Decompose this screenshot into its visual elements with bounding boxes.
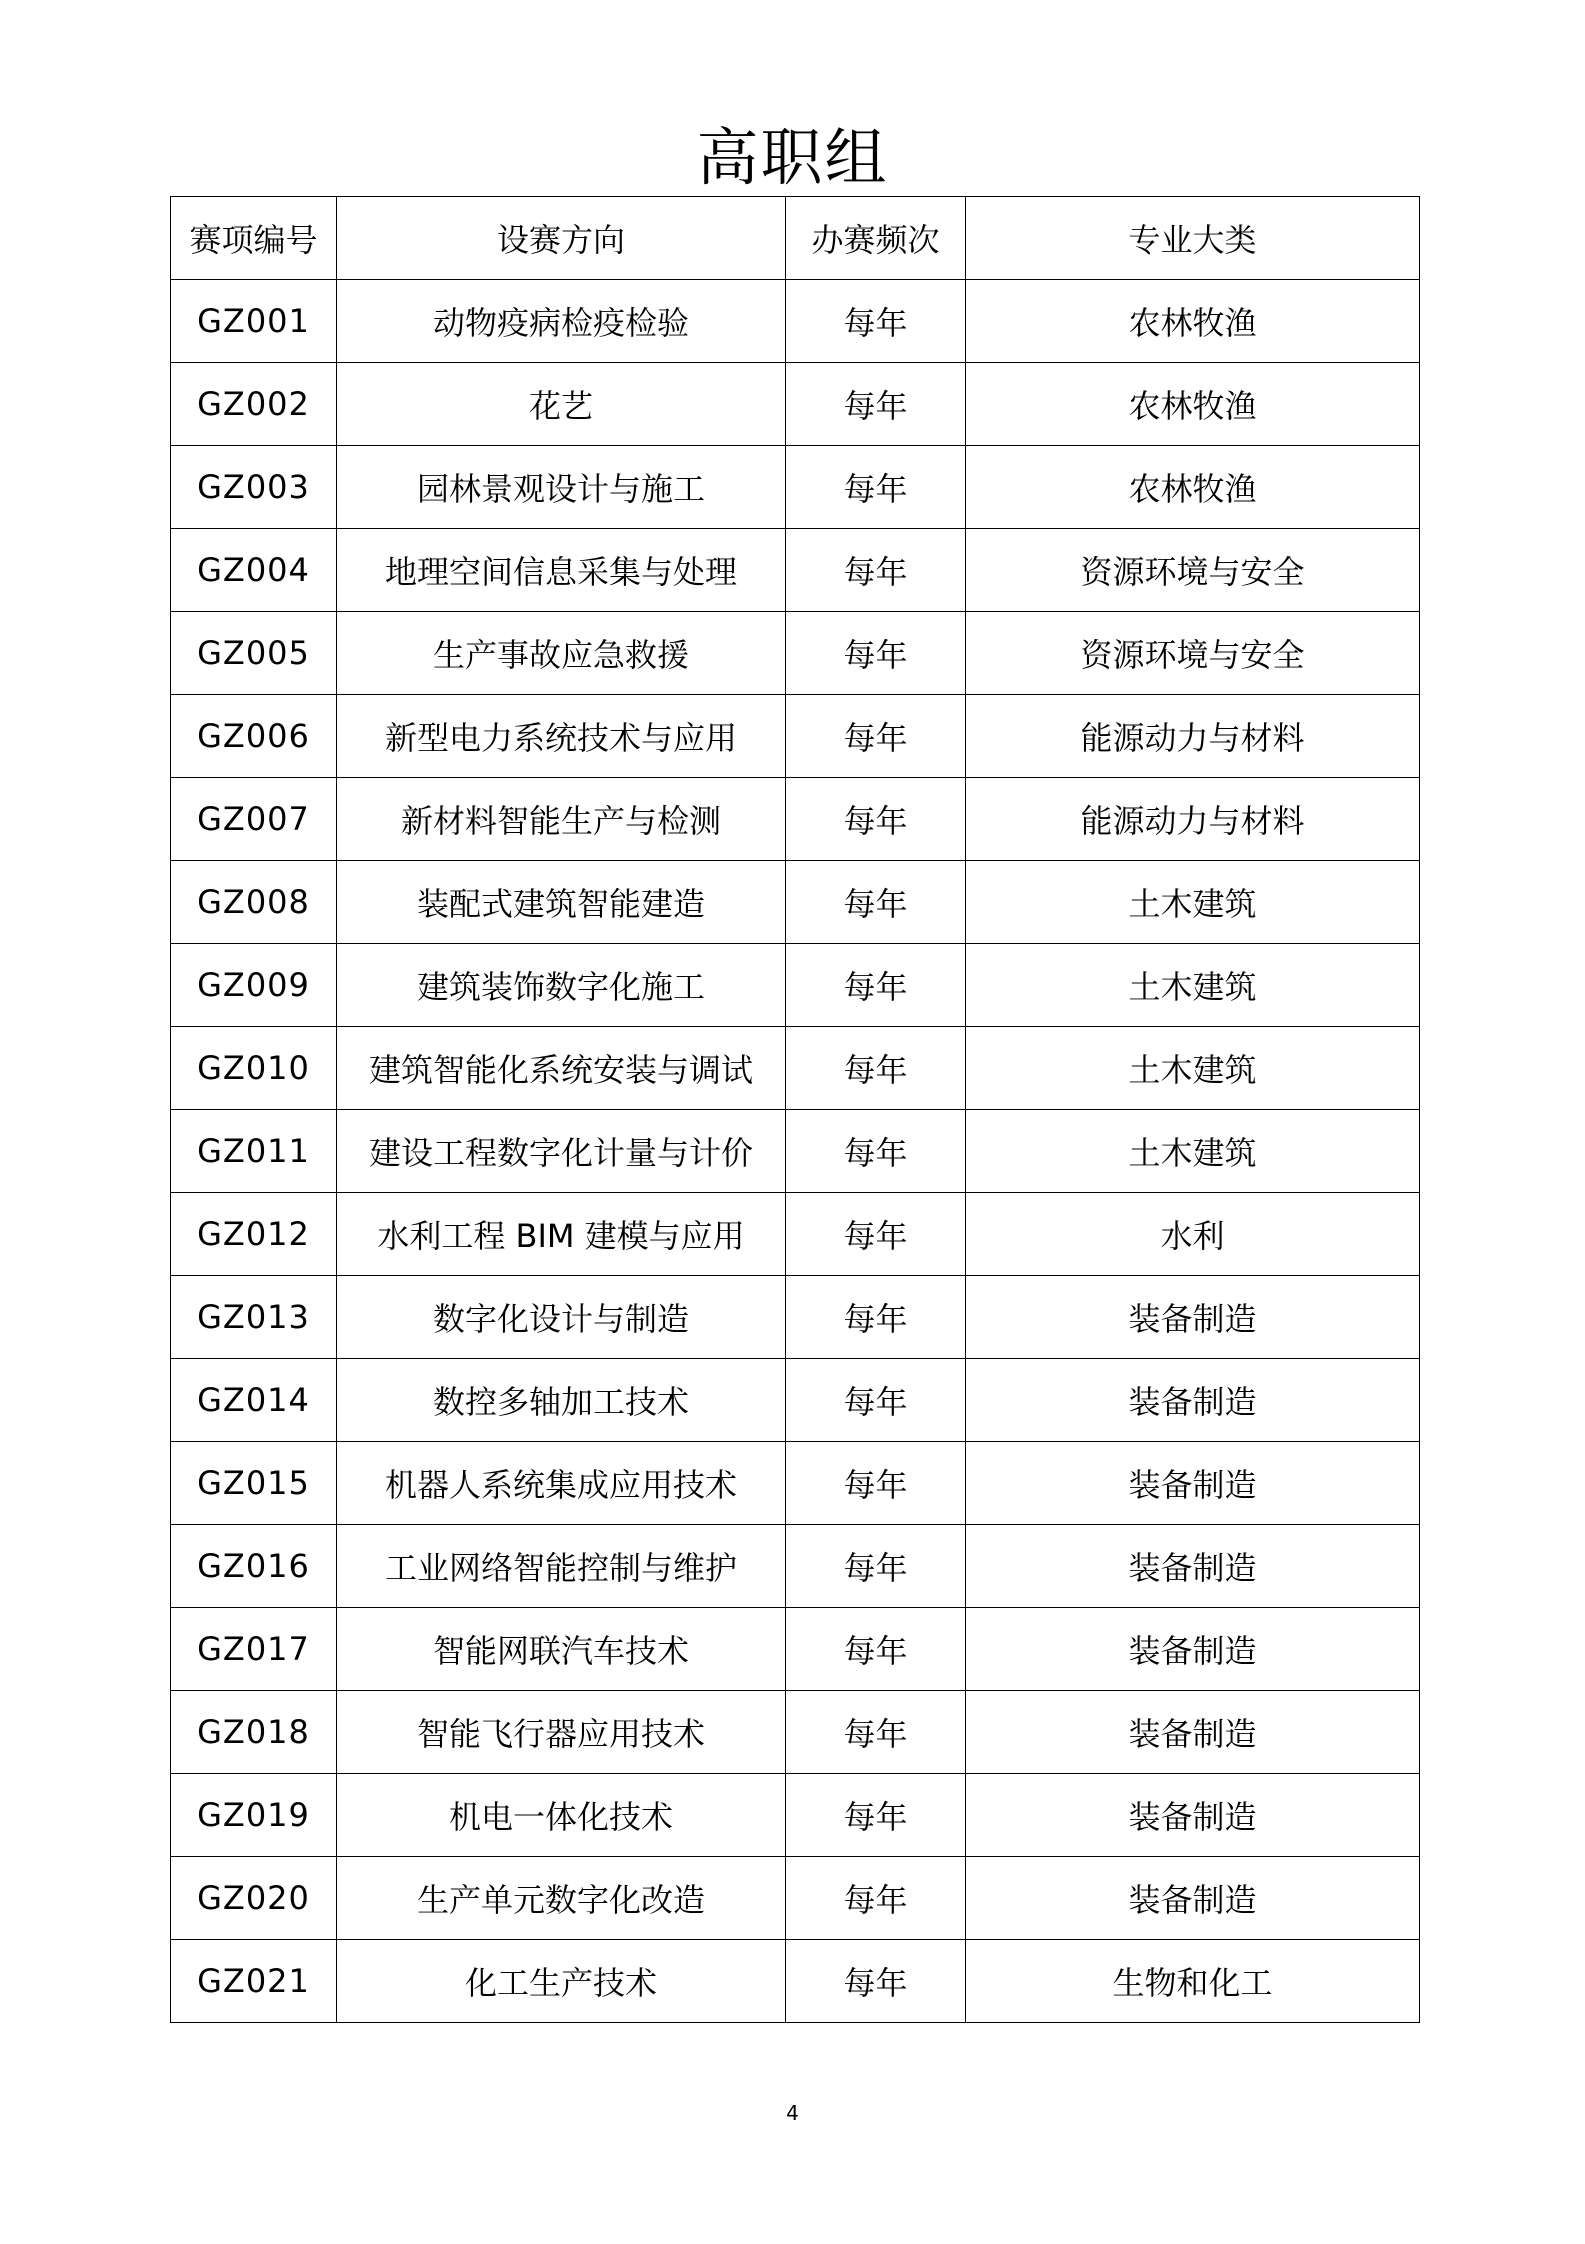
header-frequency: 办赛频次 [786,197,966,280]
cell-frequency: 每年 [786,1940,966,2023]
table-row [171,446,1420,529]
cell-category: 土木建筑 [966,1027,1420,1110]
cell-direction: 水利工程 BIM 建模与应用 [337,1193,786,1276]
cell-direction: 地理空间信息采集与处理 [337,529,786,612]
cell-category: 装备制造 [966,1359,1420,1442]
cell-code: GZ001 [171,280,337,363]
table-row [171,1608,1420,1691]
cell-frequency: 每年 [786,1608,966,1691]
table-row [171,1691,1420,1774]
cell-code: GZ008 [171,861,337,944]
cell-category: 装备制造 [966,1691,1420,1774]
cell-code: GZ006 [171,695,337,778]
table-row [171,1110,1420,1193]
cell-category: 农林牧渔 [966,280,1420,363]
table-row [171,1857,1420,1940]
table-row [171,1774,1420,1857]
cell-category: 装备制造 [966,1525,1420,1608]
cell-direction: 园林景观设计与施工 [337,446,786,529]
cell-frequency: 每年 [786,1774,966,1857]
cell-direction: 化工生产技术 [337,1940,786,2023]
cell-frequency: 每年 [786,1193,966,1276]
cell-direction: 新型电力系统技术与应用 [337,695,786,778]
cell-category: 土木建筑 [966,1110,1420,1193]
cell-frequency: 每年 [786,1442,966,1525]
cell-direction: 智能飞行器应用技术 [337,1691,786,1774]
cell-category: 资源环境与安全 [966,529,1420,612]
cell-frequency: 每年 [786,695,966,778]
cell-code: GZ010 [171,1027,337,1110]
cell-code: GZ013 [171,1276,337,1359]
cell-category: 水利 [966,1193,1420,1276]
cell-direction: 建筑装饰数字化施工 [337,944,786,1027]
header-category: 专业大类 [966,197,1420,280]
cell-code: GZ003 [171,446,337,529]
cell-frequency: 每年 [786,280,966,363]
cell-category: 生物和化工 [966,1940,1420,2023]
table-row [171,1276,1420,1359]
cell-code: GZ007 [171,778,337,861]
cell-frequency: 每年 [786,612,966,695]
cell-code: GZ015 [171,1442,337,1525]
table-row [171,1442,1420,1525]
cell-code: GZ016 [171,1525,337,1608]
cell-direction: 建设工程数字化计量与计价 [337,1110,786,1193]
cell-frequency: 每年 [786,1110,966,1193]
table-row [171,363,1420,446]
cell-direction: 机器人系统集成应用技术 [337,1442,786,1525]
cell-frequency: 每年 [786,529,966,612]
competition-table [170,196,1420,2023]
cell-code: GZ011 [171,1110,337,1193]
cell-code: GZ019 [171,1774,337,1857]
cell-direction: 数字化设计与制造 [337,1276,786,1359]
cell-direction: 工业网络智能控制与维护 [337,1525,786,1608]
cell-code: GZ012 [171,1193,337,1276]
table-row [171,612,1420,695]
cell-frequency: 每年 [786,944,966,1027]
cell-category: 装备制造 [966,1857,1420,1940]
cell-code: GZ005 [171,612,337,695]
table-row [171,529,1420,612]
cell-direction: 生产事故应急救援 [337,612,786,695]
table-header-row [171,197,1420,280]
table-row [171,944,1420,1027]
table-row [171,1027,1420,1110]
header-direction: 设赛方向 [337,197,786,280]
cell-category: 土木建筑 [966,944,1420,1027]
cell-category: 土木建筑 [966,861,1420,944]
header-code: 赛项编号 [171,197,337,280]
cell-direction: 智能网联汽车技术 [337,1608,786,1691]
cell-category: 装备制造 [966,1276,1420,1359]
cell-frequency: 每年 [786,1525,966,1608]
cell-frequency: 每年 [786,1276,966,1359]
cell-frequency: 每年 [786,446,966,529]
cell-direction: 动物疫病检疫检验 [337,280,786,363]
cell-category: 农林牧渔 [966,446,1420,529]
cell-direction: 机电一体化技术 [337,1774,786,1857]
cell-frequency: 每年 [786,1359,966,1442]
table-row [171,1359,1420,1442]
cell-frequency: 每年 [786,1691,966,1774]
cell-frequency: 每年 [786,778,966,861]
cell-category: 农林牧渔 [966,363,1420,446]
cell-frequency: 每年 [786,861,966,944]
table-row [171,695,1420,778]
cell-code: GZ017 [171,1608,337,1691]
table-row [171,1525,1420,1608]
table-row [171,1940,1420,2023]
cell-category: 能源动力与材料 [966,778,1420,861]
table-body [171,280,1420,2023]
table-row [171,778,1420,861]
cell-code: GZ020 [171,1857,337,1940]
cell-direction: 花艺 [337,363,786,446]
cell-category: 装备制造 [966,1608,1420,1691]
cell-category: 装备制造 [966,1774,1420,1857]
table-row [171,280,1420,363]
cell-direction: 数控多轴加工技术 [337,1359,786,1442]
cell-category: 装备制造 [966,1442,1420,1525]
cell-code: GZ021 [171,1940,337,2023]
cell-code: GZ014 [171,1359,337,1442]
cell-category: 资源环境与安全 [966,612,1420,695]
cell-direction: 生产单元数字化改造 [337,1857,786,1940]
table-row [171,861,1420,944]
table-row [171,1193,1420,1276]
cell-direction: 建筑智能化系统安装与调试 [337,1027,786,1110]
cell-code: GZ002 [171,363,337,446]
cell-code: GZ004 [171,529,337,612]
cell-code: GZ018 [171,1691,337,1774]
cell-frequency: 每年 [786,1857,966,1940]
cell-frequency: 每年 [786,363,966,446]
page-title: 高职组 [696,121,889,194]
cell-frequency: 每年 [786,1027,966,1110]
cell-code: GZ009 [171,944,337,1027]
page-number: 4 [786,2101,799,2125]
cell-direction: 新材料智能生产与检测 [337,778,786,861]
cell-direction: 装配式建筑智能建造 [337,861,786,944]
cell-category: 能源动力与材料 [966,695,1420,778]
